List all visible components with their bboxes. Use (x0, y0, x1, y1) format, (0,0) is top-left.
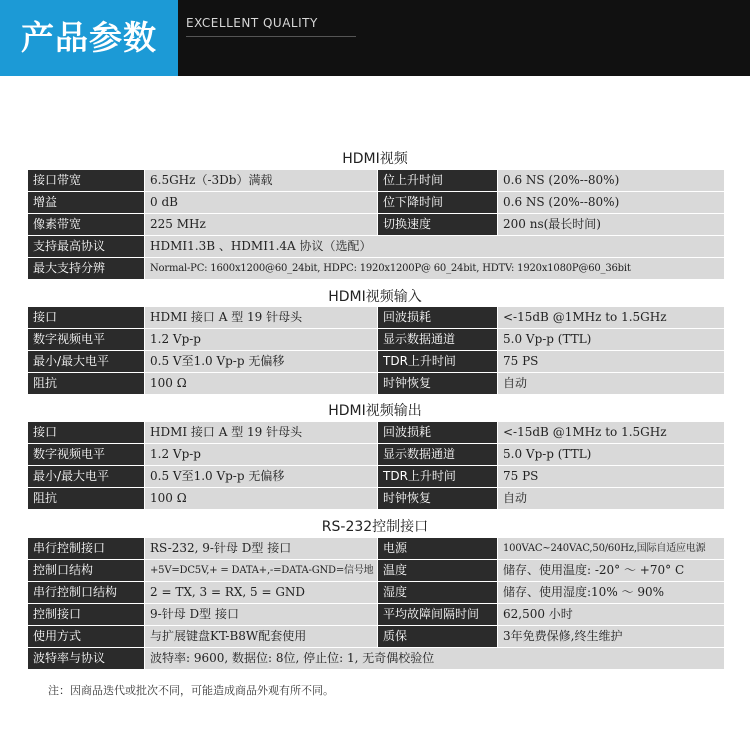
footnote: 注：因商品迭代或批次不同，可能造成商品外观有所不同。 (48, 684, 334, 697)
spec-value: 75 PS (498, 466, 725, 488)
spec-value: 100 Ω (145, 373, 378, 395)
table-row (28, 626, 725, 648)
spec-value: 9-针母 D型 接口 (145, 604, 378, 626)
section-title-video: HDMI视频 (342, 151, 408, 167)
spec-label: 平均故障间隔时间 (378, 604, 498, 626)
spec-value: 自动 (498, 373, 725, 395)
spec-label: 增益 (28, 192, 145, 214)
spec-label: 回波损耗 (378, 422, 498, 444)
table-row (28, 170, 725, 192)
section-title-input: HDMI视频输入 (328, 289, 422, 305)
spec-value: 0.6 NS (20%--80%) (498, 170, 725, 192)
spec-value: 5.0 Vp-p (TTL) (498, 444, 725, 466)
spec-value: 75 PS (498, 351, 725, 373)
spec-label: 串行控制口结构 (28, 582, 145, 604)
spec-label: 阻抗 (28, 373, 145, 395)
spec-value: 0 dB (145, 192, 378, 214)
page-title: 产品参数 (21, 18, 157, 57)
spec-value: 自动 (498, 488, 725, 510)
spec-label: 波特率与协议 (28, 648, 145, 670)
spec-value: Normal-PC: 1600x1200@60_24bit, HDPC: 1920x1200P@ 60_24bit, HDTV: 1920x1080P@60_36bit (145, 258, 725, 280)
section-title-rs232: RS-232控制接口 (321, 519, 429, 535)
spec-label: 电源 (378, 538, 498, 560)
table-row (28, 488, 725, 510)
spec-label: 使用方式 (28, 626, 145, 648)
spec-value: 储存、使用温度: -20° ～ +70° C (498, 560, 725, 582)
spec-label: 接口 (28, 307, 145, 329)
spec-label: 最小/最大电平 (28, 351, 145, 373)
spec-label: 切换速度 (378, 214, 498, 236)
spec-label: 回波损耗 (378, 307, 498, 329)
section-title-output: HDMI视频输出 (328, 403, 422, 419)
spec-label: 时钟恢复 (378, 488, 498, 510)
spec-value: <-15dB @1MHz to 1.5GHz (498, 422, 725, 444)
spec-table-output (27, 421, 725, 510)
table-row (28, 560, 725, 582)
spec-value: 1.2 Vp-p (145, 329, 378, 351)
spec-label: 位上升时间 (378, 170, 498, 192)
header-banner (0, 0, 750, 76)
spec-label: 串行控制接口 (28, 538, 145, 560)
table-row (28, 214, 725, 236)
spec-label: 显示数据通道 (378, 444, 498, 466)
spec-value: 6.5GHz（-3Db）满载 (145, 170, 378, 192)
spec-value: HDMI 接口 A 型 19 针母头 (145, 422, 378, 444)
spec-label: 数字视频电平 (28, 329, 145, 351)
spec-label: 湿度 (378, 582, 498, 604)
spec-value: 0.6 NS (20%--80%) (498, 192, 725, 214)
table-row (28, 604, 725, 626)
spec-label: 阻抗 (28, 488, 145, 510)
spec-label: 控制接口 (28, 604, 145, 626)
spec-label: 接口带宽 (28, 170, 145, 192)
spec-label: 控制口结构 (28, 560, 145, 582)
spec-label: TDR上升时间 (378, 351, 498, 373)
table-row (28, 444, 725, 466)
spec-value: 1.2 Vp-p (145, 444, 378, 466)
spec-label: 温度 (378, 560, 498, 582)
spec-value: 波特率: 9600, 数据位: 8位, 停止位: 1, 无奇偶校验位 (145, 648, 725, 670)
spec-value: HDMI1.3B 、HDMI1.4A 协议（选配） (145, 236, 725, 258)
spec-value: +5V=DC5V,+ = DATA+,-=DATA-GND=信号地 (145, 560, 378, 582)
table-row (28, 329, 725, 351)
spec-table-video (27, 169, 725, 280)
spec-value: 62,500 小时 (498, 604, 725, 626)
table-row (28, 351, 725, 373)
spec-value: 5.0 Vp-p (TTL) (498, 329, 725, 351)
table-row (28, 422, 725, 444)
table-row (28, 538, 725, 560)
table-row (28, 648, 725, 670)
spec-label: TDR上升时间 (378, 466, 498, 488)
spec-table-input (27, 306, 725, 395)
spec-label: 位下降时间 (378, 192, 498, 214)
spec-value: 与扩展键盘KT-B8W配套使用 (145, 626, 378, 648)
spec-value: 100VAC~240VAC,50/60Hz,国际自适应电源 (498, 538, 725, 560)
spec-label: 支持最高协议 (28, 236, 145, 258)
spec-value: 200 ns(最长时间) (498, 214, 725, 236)
table-row (28, 466, 725, 488)
table-row (28, 582, 725, 604)
table-row (28, 236, 725, 258)
table-row (28, 307, 725, 329)
spec-label: 最大支持分辨 (28, 258, 145, 280)
table-row (28, 192, 725, 214)
table-row (28, 258, 725, 280)
spec-value: <-15dB @1MHz to 1.5GHz (498, 307, 725, 329)
spec-value: 100 Ω (145, 488, 378, 510)
spec-label: 质保 (378, 626, 498, 648)
table-row (28, 373, 725, 395)
spec-label: 时钟恢复 (378, 373, 498, 395)
header-divider (186, 36, 356, 37)
spec-label: 最小/最大电平 (28, 466, 145, 488)
spec-label: 像素带宽 (28, 214, 145, 236)
spec-label: 数字视频电平 (28, 444, 145, 466)
spec-value: HDMI 接口 A 型 19 针母头 (145, 307, 378, 329)
spec-value: 0.5 V至1.0 Vp-p 无偏移 (145, 466, 378, 488)
header-subtitle: EXCELLENT QUALITY (186, 16, 318, 30)
spec-table-rs232 (27, 537, 725, 670)
spec-label: 显示数据通道 (378, 329, 498, 351)
spec-value: 0.5 V至1.0 Vp-p 无偏移 (145, 351, 378, 373)
spec-value: RS-232, 9-针母 D型 接口 (145, 538, 378, 560)
spec-value: 2 = TX, 3 = RX, 5 = GND (145, 582, 378, 604)
spec-label: 接口 (28, 422, 145, 444)
spec-value: 225 MHz (145, 214, 378, 236)
spec-value: 储存、使用湿度:10% ～ 90% (498, 582, 725, 604)
spec-value: 3年免费保修,终生维护 (498, 626, 725, 648)
